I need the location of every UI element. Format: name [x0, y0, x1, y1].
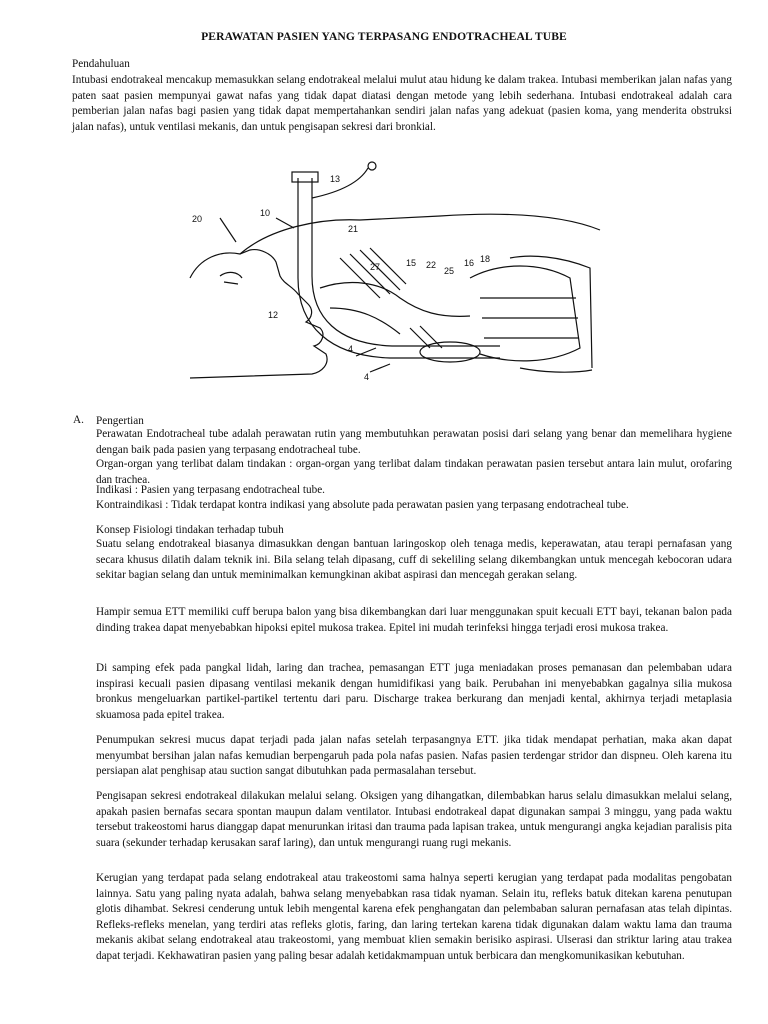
section-a-heading: Pengertian	[96, 415, 144, 427]
konsep-paragraph-2: Hampir semua ETT memiliki cuff berupa balon yang bisa dikembangkan dari luar menggunakan spuit kecuali ETT bayi, tekanan balon pada dinding trakea dapat menyebabkan hipoksi epitel mukosa trakea. Epitel ini mudah terinfeksi hingga terjadi erosi mukosa trakea.	[96, 606, 732, 634]
konsep-heading: Konsep Fisiologi tindakan terhadap tubuh	[96, 524, 284, 536]
pengertian-paragraph: Perawatan Endotracheal tube adalah perawatan rutin yang membutuhkan perawatan posisi dari selang yang benar dan memelihara hygiene dengan baik pada pasien yang terpasang endotracheal tube.	[96, 428, 732, 456]
svg-text:16: 16	[464, 258, 475, 268]
svg-text:15: 15	[406, 258, 417, 268]
svg-text:25: 25	[444, 266, 455, 276]
intro-heading: Pendahuluan	[72, 58, 130, 70]
konsep-paragraph-4: Penumpukan sekresi mucus dapat terjadi pada jalan nafas setelah terpasangnya ETT. jika tidak mendapat perhatian, maka akan dapat menyumbat bersihan jalan nafas kemudian berpengaruh pada pola nafas pasien. Nafas pasien terdengar stridor dan dispneu. Oleh karena itu persiapan alat penghisap atau suction sangat dibutuhkan pada permasalahan tersebut.	[96, 734, 732, 778]
document-title: PERAWATAN PASIEN YANG TERPASANG ENDOTRACHEAL TUBE	[201, 30, 567, 43]
konsep-paragraph-3: Di samping efek pada pangkal lidah, laring dan trachea, pemasangan ETT juga meniadakan proses pemanasan dan pelembaban udara inspirasi kecuali pasien dipasang ventilasi mekanik dengan humidifikasi yang baik. Perubahan ini menyebabkan gagalnya silia mukosa bronkus mengeluarkan partikel-partikel tertentu dari paru. Discharge trakea berkurang dan menjadi kental, akhirnya terjadi metaplasia skuamosa pada epitel trakea.	[96, 662, 732, 721]
organ-paragraph: Organ-organ yang terlibat dalam tindakan : organ-organ yang terlibat dalam tindakan perawatan pasien tersebut antara lain mulut, orofaring dan trachea.	[96, 458, 732, 486]
svg-text:13: 13	[330, 174, 341, 184]
svg-text:22: 22	[426, 260, 437, 270]
konsep-paragraph-1: Suatu selang endotrakeal biasanya dimasukkan dengan bantuan laringoskop oleh tenaga medis, keperawatan, atau terapi pernafasan yang secara khusus dilatih dalam teknik ini. Bila selang telah dipasang, cuff di sekeliling selang dikembangkan untuk mencegah kebocoran udara sekitar bagian selang dan untuk meminimalkan kemungkinan akibat aspirasi dan mencegah gerakan selang.	[96, 538, 732, 582]
svg-text:21: 21	[348, 224, 359, 234]
svg-text:4: 4	[364, 372, 370, 382]
intro-paragraph: Intubasi endotrakeal mencakup memasukkan selang endotrakeal melalui mulut atau hidung ke dalam trakea. Intubasi memberikan jalan nafas yang paten saat pasien mempunyai gawat nafas yang tidak dapat diatasi dengan metode yang lebih sederhana. Intubasi endotrakeal adalah cara pemberian jalan nafas bagi pasien yang tidak dapat mempertahankan sendiri jalan nafas yang adekuat (pasien koma, yang menderita obstruksi jalan nafas), untuk ventilasi mekanis, dan untuk pengisapan sekresi dari bronkial.	[72, 74, 732, 133]
svg-text:12: 12	[268, 310, 279, 320]
kontraindikasi-line: Kontraindikasi : Tidak terdapat kontra indikasi yang absolute pada perawatan pasien yang terpasang endotracheal tube.	[96, 499, 629, 511]
svg-text:18: 18	[480, 254, 491, 264]
indikasi-line: Indikasi : Pasien yang terpasang endotracheal tube.	[96, 484, 325, 496]
endotracheal-tube-illustration	[180, 158, 610, 390]
svg-text:27: 27	[370, 262, 381, 272]
section-a-marker: A.	[73, 414, 84, 426]
svg-text:4: 4	[348, 344, 354, 354]
konsep-paragraph-5: Pengisapan sekresi endotrakeal dilakukan melalui selang. Oksigen yang dihangatkan, dilembabkan harus selalu dimasukkan melalui selang, apakah pasien bernafas secara spontan maupun dalam ventilator. Intubasi endotrakeal dapat digunakan sampai 3 minggu, yang pada waktu tersebut trakeostomi harus dianggap dapat menurunkan iritasi dan trauma pada lapisan trakea, untuk mengurangi angka kejadian paralisis pita suara (sekunder terhadap kerusakan saraf laring), dan untuk mengurangi ruang rugi mekanis.	[96, 790, 732, 849]
svg-text:10: 10	[260, 208, 271, 218]
konsep-paragraph-6: Kerugian yang terdapat pada selang endotrakeal atau trakeostomi sama halnya seperti kerugian yang terdapat pada modalitas pengobatan lainnya. Satu yang paling nyata adalah, bahwa selang menyebabkan rasa tidak nyaman. Selain itu, refleks batuk ditekan karena penutupan glotis dihambat. Sekresi cenderung untuk lebih mengental karena efek penghangatan dan pelembaban saluran pernafasan atas telah dipintas. Refleks-refleks menelan, yang terdiri atas refleks glotis, faring, dan laring tertekan karena tidak digunakan dalam waktu lama dan trauma mekanis akibat selang endotrakeal atau trakeostomi, yang membuat klien semakin berisiko aspirasi. Ulserasi dan striktur laring atau trakea dapat terjadi. Kekhawatiran pasien yang paling besar adalah ketidakmampuan untuk berbicara dan mengkomunikasikan kebutuhan.	[96, 872, 732, 962]
svg-text:20: 20	[192, 214, 203, 224]
